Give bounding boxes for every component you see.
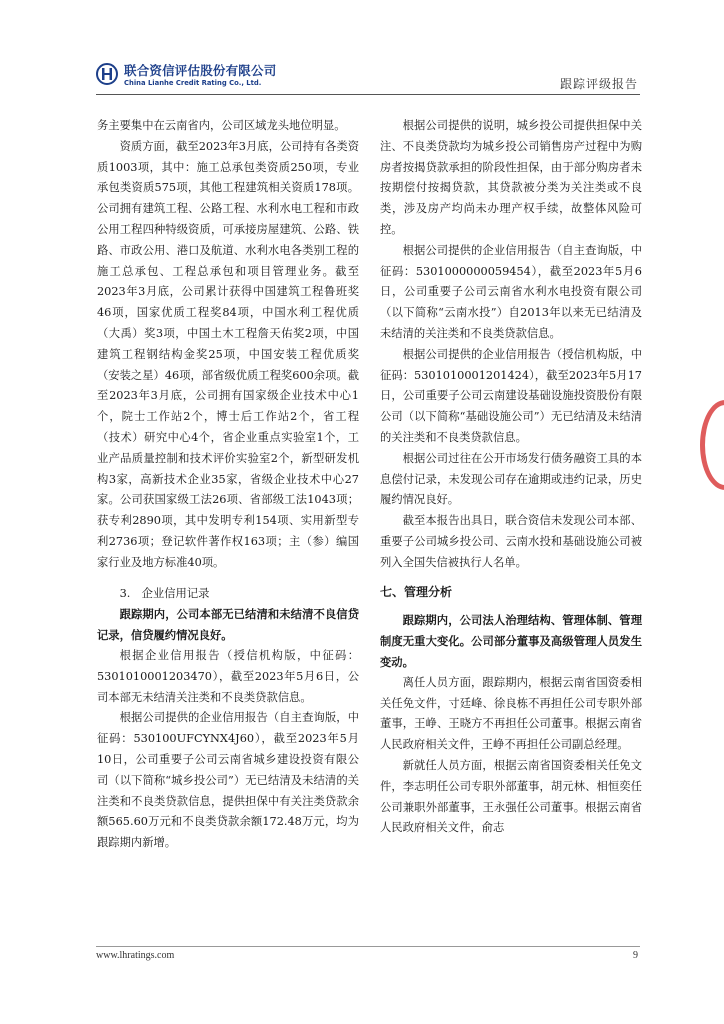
- report-type: 跟踪评级报告: [559, 77, 638, 91]
- lianhe-logo-icon: [96, 62, 118, 86]
- company-name-cn: 联合资信评估股份有限公司: [124, 63, 277, 78]
- paragraph: 资质方面，截至2023年3月底，公司持有各类资质1003项，其中：施工总承包类资质250项，专业承包类资质575项，其他工程建筑相关资质178项。公司拥有建筑工程、公路工程、水利水电工程和市政公用工程四种特级资质，可承接房屋建筑、公路、铁路、市政公用、港口及航道、水利水电各类别工程的施工总承包、工程总承包和项目管理业务。截至2023年3月底，公司累计获得中国建筑工程鲁班奖46项，国家优质工程奖84项，中国水利工程优质（大禹）奖3项，中国土木工程詹天佑奖2项，中国建筑工程钢结构金奖25项，中国安装工程优质奖（安装之星）46项，部省级优质工程奖600余项。截至2023年3月底，公司拥有国家级企业技术中心1个，院士工作站2个，博士后工作站2个，省工程（技术）研究中心4个，省企业重点实验室1个，工业产品质量控制和技术评价实验室2个，新型研发机构3家，高新技术企业35家，省级企业技术中心27家。公司获国家级工法26项、省部级工法1043项；获专利2890项，其中发明专利154项、实用新型专利2736项；登记软件著作权163项；主（参）编国家行业及地方标准40项。: [97, 139, 359, 569]
- paragraph: 根据公司提供的企业信用报告（自主查询版，中征码：5301000000059454），截至2023年5月6日，公司重要子公司云南省水利水电投资有限公司（以下简称“云南水投”）自2013年以来无已结清及未结清的关注类和不良类贷款信息。: [380, 243, 642, 340]
- seal-stamp: [700, 400, 724, 490]
- page-number: 9: [633, 950, 638, 961]
- paragraph: 离任人员方面，跟踪期内，根据云南省国资委相关任免文件，寸廷峰、徐良栋不再担任公司专职外部董事，王峥、王晓方不再担任公司董事。根据云南省人民政府相关文件，王峥不再担任公司副总经理。: [380, 675, 642, 752]
- paragraph: 根据公司过往在公开市场发行债务融资工具的本息偿付记录，未发现公司存在逾期或违约记录，历史履约情况良好。: [380, 451, 642, 507]
- paragraph: 根据企业信用报告（授信机构版，中征码：5301010001203470），截至2023年5月6日，公司本部无未结清关注类和不良类贷款信息。: [97, 648, 359, 704]
- header-divider: [96, 94, 640, 95]
- page-header: [96, 58, 640, 94]
- footer-divider: [96, 946, 640, 947]
- paragraph: 根据公司提供的企业信用报告（授信机构版，中征码：5301010001201424），截至2023年5月17日，公司重要子公司云南建设基础设施投资股份有限公司（以下简称“基础设施公司”）无已结清及未结清的关注类和不良类贷款信息。: [380, 347, 642, 444]
- bold-summary: 跟踪期内，公司法人治理结构、管理体制、管理制度无重大变化。公司部分董事及高级管理人员发生变动。: [380, 613, 642, 669]
- bold-summary: 跟踪期内，公司本部无已结清和未结清不良信贷记录，信贷履约情况良好。: [97, 607, 359, 643]
- footer-url: www.lhratings.com: [96, 950, 175, 961]
- paragraph: 根据公司提供的企业信用报告（自主查询版，中征码：530100UFCYNX4J60），截至2023年5月10日，公司重要子公司云南省城乡建设投资有限公司（以下简称“城乡投公司”）无已结清及未结清的关注类和不良类贷款信息，提供担保中有关注类贷款余额565.60万元和不良类贷款余额172.48万元，均为跟踪期内新增。: [97, 711, 359, 850]
- paragraph: 新就任人员方面，根据云南省国资委相关任免文件，李志明任公司专职外部董事，胡元林、相恒奕任公司兼职外部董事，王永强任公司董事。根据云南省人民政府相关文件，俞志: [380, 758, 642, 835]
- subheading-credit-record: 3. 企业信用记录: [119, 586, 210, 600]
- right-column: [380, 116, 642, 839]
- left-column: [97, 116, 359, 854]
- section-heading-management: 七、管理分析: [380, 584, 453, 599]
- paragraph: 根据公司提供的说明，城乡投公司提供担保中关注、不良类贷款均为城乡投公司销售房产过程中为购房者按揭贷款承担的阶段性担保，由于部分购房者未按期偿付按揭贷款，其贷款被分类为关注类或不良类，涉及房产均尚未办理产权手续，故整体风险可控。: [380, 119, 642, 236]
- paragraph: 务主要集中在云南省内，公司区域龙头地位明显。: [97, 119, 346, 132]
- paragraph: 截至本报告出具日，联合资信未发现公司本部、重要子公司城乡投公司、云南水投和基础设施公司被列入全国失信被执行人名单。: [380, 514, 642, 569]
- company-name-en: China Lianhe Credit Rating Co., Ltd.: [124, 79, 262, 87]
